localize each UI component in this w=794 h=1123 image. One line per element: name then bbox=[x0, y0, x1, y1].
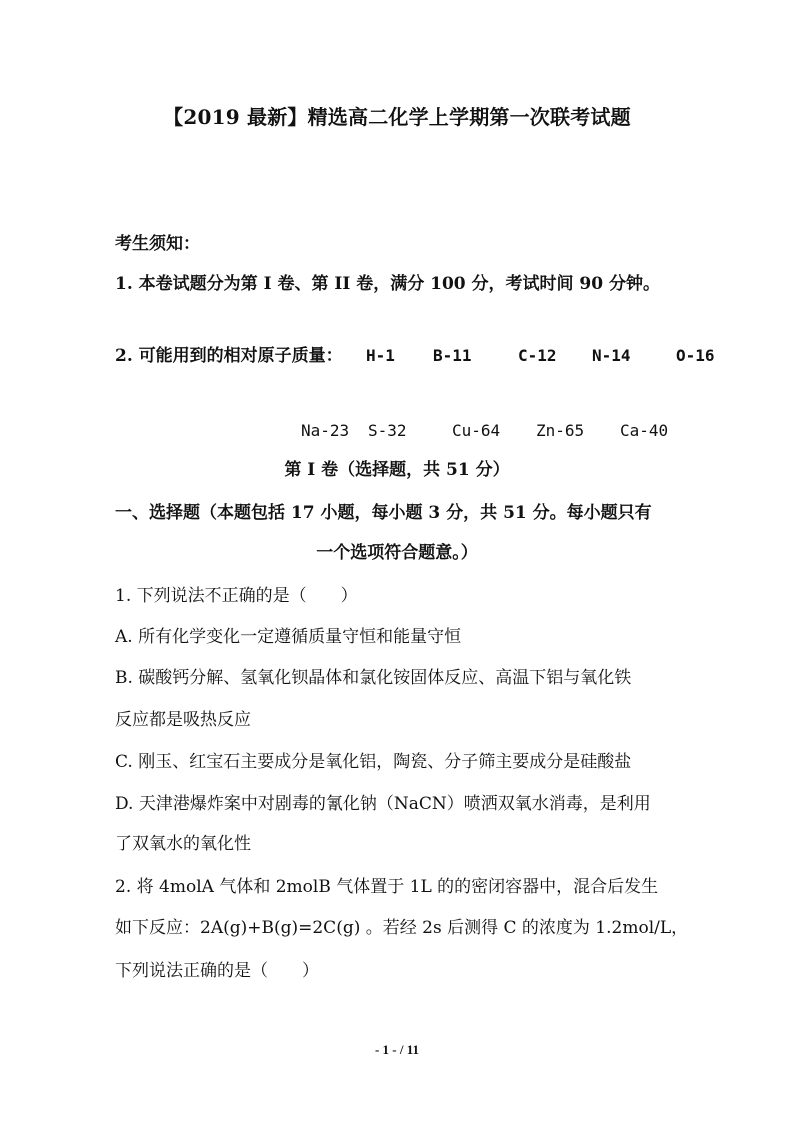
mass-c: C-12 bbox=[518, 346, 557, 365]
mass-h: H-1 bbox=[366, 346, 395, 365]
mass-n: N-14 bbox=[592, 346, 631, 365]
mass-o: O-16 bbox=[676, 346, 715, 365]
volume-title: 第 I 卷（选择题，共 51 分） bbox=[284, 460, 510, 480]
notice-item-2-label: 2. 可能用到的相对原子质量： bbox=[115, 346, 343, 366]
question-2-line-3: 下列说法正确的是（ ） bbox=[115, 961, 319, 981]
notice-item-1: 1. 本卷试题分为第 I 卷、第 II 卷，满分 100 分，考试时间 90 分钟。 bbox=[115, 274, 661, 294]
mass-na: Na-23 bbox=[301, 421, 350, 440]
part-heading-line-1: 一、选择题（本题包括 17 小题，每小题 3 分，共 51 分。每小题只有 bbox=[115, 503, 652, 523]
question-1-option-d-line-2: 了双氧水的氧化性 bbox=[115, 834, 251, 854]
question-1-option-a: A. 所有化学变化一定遵循质量守恒和能量守恒 bbox=[115, 627, 462, 647]
document-title: 【2019 最新】精选高二化学上学期第一次联考试题 bbox=[163, 105, 631, 129]
mass-zn: Zn-65 bbox=[536, 421, 585, 440]
question-1-stem: 1. 下列说法不正确的是（ ） bbox=[115, 586, 358, 606]
question-2-line-2: 如下反应：2A(g)+B(g)=2C(g) 。若经 2s 后测得 C 的浓度为 1.2mol/L， bbox=[115, 918, 689, 938]
question-1-option-b-line-2: 反应都是吸热反应 bbox=[115, 710, 251, 730]
question-2-line-1: 2. 将 4molA 气体和 2molB 气体置于 1L 的的密闭容器中，混合后发生 bbox=[115, 877, 659, 897]
mass-b: B-11 bbox=[433, 346, 472, 365]
notice-heading: 考生须知： bbox=[115, 234, 200, 254]
question-1-option-d-line-1: D. 天津港爆炸案中对剧毒的氰化钠（NaCN）喷洒双氧水消毒，是利用 bbox=[115, 794, 651, 814]
mass-cu: Cu-64 bbox=[452, 421, 501, 440]
page-indicator: - 1 - / 11 bbox=[374, 1042, 420, 1057]
mass-ca: Ca-40 bbox=[620, 421, 669, 440]
mass-s: S-32 bbox=[368, 421, 407, 440]
part-heading-line-2: 一个选项符合题意。） bbox=[316, 543, 478, 563]
question-1-option-b-line-1: B. 碳酸钙分解、氢氧化钡晶体和氯化铵固体反应、高温下铝与氧化铁 bbox=[115, 668, 632, 688]
question-1-option-c: C. 刚玉、红宝石主要成分是氧化铝，陶瓷、分子筛主要成分是硅酸盐 bbox=[115, 752, 632, 772]
